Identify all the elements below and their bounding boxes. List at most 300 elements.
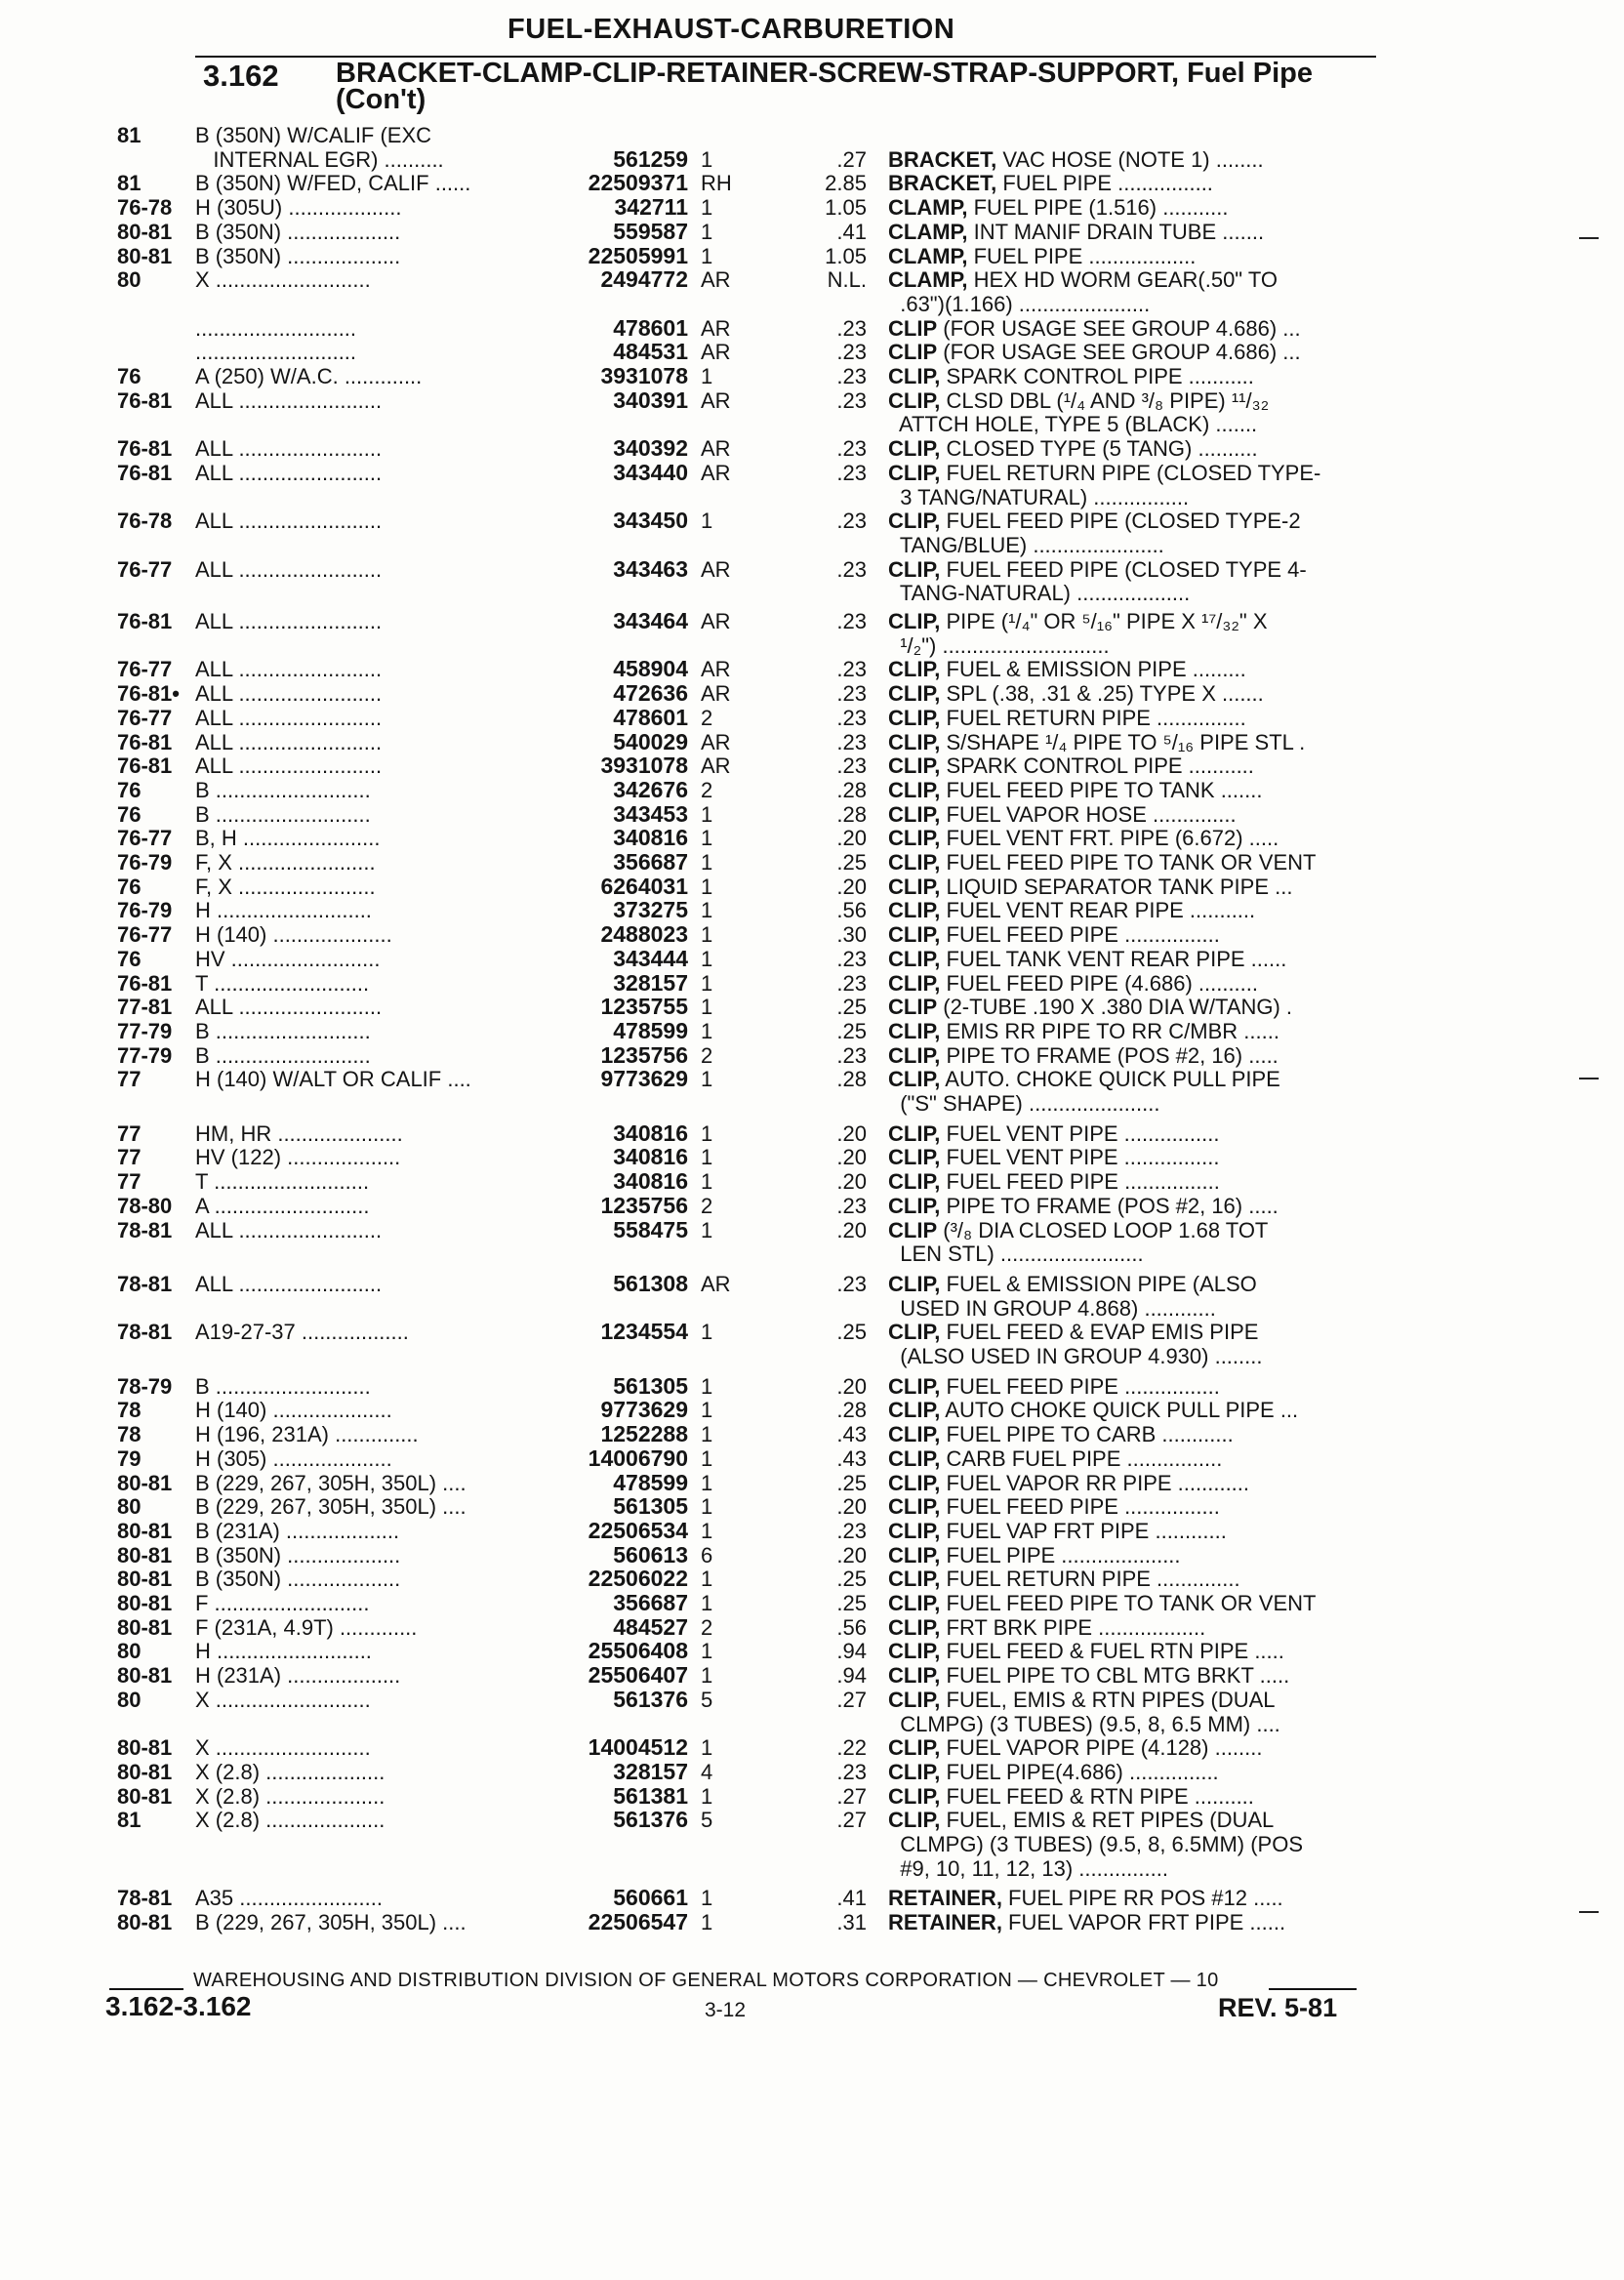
quantity-cell: AR xyxy=(701,1271,731,1296)
year-cell: 77 xyxy=(117,1067,142,1092)
description-cell xyxy=(888,1296,1376,1321)
part-name: CLIP, xyxy=(888,826,941,851)
part-description: FUEL PIPE(4.686) ............... xyxy=(940,1759,1219,1784)
year-cell: 76 xyxy=(117,777,142,802)
part-name: BRACKET, xyxy=(888,171,997,196)
part-description: SPARK CONTROL PIPE ........... xyxy=(940,753,1254,779)
description-cell xyxy=(888,1519,1376,1543)
part-name: CLIP, xyxy=(888,1783,941,1809)
year-cell: 80-81 xyxy=(117,1591,173,1615)
group-cell: .27 xyxy=(836,146,867,172)
year-cell: 81 xyxy=(117,123,142,147)
part-number-cell: 343453 xyxy=(613,800,688,827)
part-number-cell: 561259 xyxy=(613,145,688,172)
part-name: CLIP, xyxy=(888,970,941,996)
description-cell xyxy=(888,633,1376,658)
part-description: 3 TANG/NATURAL) ................ xyxy=(888,484,1190,509)
model-cell: H (305) .................... xyxy=(195,1445,392,1471)
part-name: CLIP, xyxy=(888,509,941,534)
description-cell xyxy=(888,1688,1376,1712)
model-cell: B (229, 267, 305H, 350L) .... xyxy=(195,1910,467,1935)
part-description: FUEL PIPE .................... xyxy=(940,1542,1181,1568)
part-number-cell: 561376 xyxy=(613,1807,688,1833)
description-cell xyxy=(888,1856,1376,1881)
part-name: CLIP, xyxy=(888,1320,941,1345)
description-cell xyxy=(888,1145,1376,1169)
part-name: CLAMP, xyxy=(888,195,968,221)
description-cell xyxy=(888,1218,1376,1242)
part-description: FUEL & EMISSION PIPE (ALSO xyxy=(940,1271,1257,1296)
part-name: CLIP, xyxy=(888,850,941,875)
footer-rule-right xyxy=(1269,1988,1357,1990)
part-description: FUEL FEED PIPE TO TANK OR VENT xyxy=(940,850,1317,875)
part-number-cell: 22505991 xyxy=(588,242,688,268)
quantity-cell: AR xyxy=(701,387,731,413)
year-cell: 76-81 xyxy=(117,970,173,996)
part-description: FUEL RETURN PIPE .............. xyxy=(940,1567,1240,1592)
year-cell: 76-81 xyxy=(117,460,173,485)
description-cell xyxy=(888,340,1376,364)
group-cell: .94 xyxy=(836,1663,867,1689)
quantity-cell: 1 xyxy=(701,1886,713,1911)
part-description: FUEL RETURN PIPE ............... xyxy=(940,705,1246,730)
part-name: BRACKET, xyxy=(888,146,997,172)
model-cell: H (140) W/ALT OR CALIF .... xyxy=(195,1067,471,1092)
part-name: CLIP, xyxy=(888,1470,941,1495)
part-description: FUEL FEED PIPE ................ xyxy=(940,922,1220,948)
part-number-cell: 478599 xyxy=(613,1469,688,1495)
part-name: CLIP, xyxy=(888,1271,941,1296)
year-cell: 80-81 xyxy=(117,1910,173,1935)
description-cell xyxy=(888,1543,1376,1568)
group-cell: 1.05 xyxy=(825,195,867,221)
quantity-cell: 1 xyxy=(701,1663,713,1689)
model-cell: B (350N) W/FED, CALIF ...... xyxy=(195,171,471,196)
part-name: CLIP xyxy=(888,1217,938,1242)
part-number-cell: 561308 xyxy=(613,1270,688,1296)
year-cell: 76-77 xyxy=(117,556,173,582)
description-cell xyxy=(888,436,1376,461)
description-cell xyxy=(888,1567,1376,1591)
quantity-cell: AR xyxy=(701,657,731,682)
description-cell xyxy=(888,1735,1376,1760)
group-cell: .43 xyxy=(836,1422,867,1447)
part-description: EMIS RR PIPE TO RR C/MBR ...... xyxy=(940,1018,1279,1043)
description-cell xyxy=(888,753,1376,778)
quantity-cell: 1 xyxy=(701,970,713,996)
year-cell: 78-79 xyxy=(117,1373,173,1399)
part-name: CLIP, xyxy=(888,1663,941,1689)
group-cell: .23 xyxy=(836,705,867,730)
model-cell: X .......................... xyxy=(195,1687,371,1712)
part-name: CLIP, xyxy=(888,1759,941,1784)
group-cell: .25 xyxy=(836,1320,867,1345)
quantity-cell: 1 xyxy=(701,1470,713,1495)
year-cell: 76-77 xyxy=(117,922,173,948)
year-cell: 76-81 xyxy=(117,729,173,754)
quantity-cell: 1 xyxy=(701,922,713,948)
model-cell: B .......................... xyxy=(195,1018,371,1043)
part-name: CLIP xyxy=(888,315,938,341)
part-number-cell: 9773629 xyxy=(600,1066,688,1092)
description-cell xyxy=(888,1121,1376,1146)
quantity-cell: 1 xyxy=(701,1145,713,1170)
group-cell: .28 xyxy=(836,801,867,827)
model-cell: A (250) W/A.C. ............. xyxy=(195,364,423,388)
part-description: FUEL PIPE (1.516) ........... xyxy=(967,195,1229,221)
quantity-cell: 1 xyxy=(701,1910,713,1935)
part-name: CLIP, xyxy=(888,1639,941,1664)
part-name: CLAMP, xyxy=(888,267,968,293)
model-cell: X (2.8) .................... xyxy=(195,1759,386,1784)
group-cell: .27 xyxy=(836,1783,867,1809)
part-name: CLIP, xyxy=(888,1145,941,1170)
part-number-cell: 340816 xyxy=(613,1168,688,1195)
margin-tick-mark xyxy=(1579,237,1599,239)
part-number-cell: 484531 xyxy=(613,339,688,365)
quantity-cell: AR xyxy=(701,436,731,462)
model-cell: H (231A) ................... xyxy=(195,1663,401,1689)
part-description: FUEL VAPOR HOSE .............. xyxy=(940,801,1237,827)
part-name: CLIP, xyxy=(888,729,941,754)
part-number-cell: 561305 xyxy=(613,1493,688,1520)
part-description: (FOR USAGE SEE GROUP 4.686) ... xyxy=(937,315,1301,341)
part-description: PIPE (¹/₄" OR ⁵/₁₆" PIPE X ¹⁷/₃₂" X xyxy=(940,609,1268,633)
part-number-cell: 328157 xyxy=(613,969,688,996)
year-cell: 80-81 xyxy=(117,1783,173,1809)
description-cell xyxy=(888,802,1376,827)
quantity-cell: 2 xyxy=(701,1193,713,1218)
model-cell: ALL ........................ xyxy=(195,1217,383,1242)
quantity-cell: 1 xyxy=(701,995,713,1020)
part-description: FUEL FEED & EVAP EMIS PIPE xyxy=(940,1320,1259,1345)
part-name: CLIP, xyxy=(888,609,941,633)
year-cell: 78-81 xyxy=(117,1886,173,1911)
part-description: FUEL FEED PIPE ................ xyxy=(940,1494,1220,1520)
part-description: CARB FUEL PIPE ................ xyxy=(940,1445,1223,1471)
model-cell: H (140) .................... xyxy=(195,922,392,948)
group-cell: .23 xyxy=(836,1271,867,1296)
part-description: FUEL VAP FRT PIPE ............ xyxy=(940,1518,1227,1543)
part-number-cell: 343450 xyxy=(613,508,688,534)
quantity-cell: 1 xyxy=(701,1398,713,1423)
description-cell xyxy=(888,292,1376,316)
part-description: FUEL FEED PIPE TO TANK ....... xyxy=(940,777,1263,802)
model-cell: B (350N) ................... xyxy=(195,1567,401,1592)
quantity-cell: AR xyxy=(701,340,731,365)
part-number-cell: 478599 xyxy=(613,1017,688,1043)
model-cell: H (140) .................... xyxy=(195,1398,392,1423)
part-name: CLIP, xyxy=(888,460,941,485)
group-cell: .23 xyxy=(836,681,867,707)
part-description: VAC HOSE (NOTE 1) ........ xyxy=(996,146,1264,172)
year-cell: 76-77 xyxy=(117,657,173,682)
year-cell: 76-79 xyxy=(117,850,173,875)
description-cell xyxy=(888,1194,1376,1218)
group-cell: .23 xyxy=(836,970,867,996)
part-description: (³/₈ DIA CLOSED LOOP 1.68 TOT xyxy=(937,1217,1269,1242)
part-name: CLIP, xyxy=(888,1193,941,1218)
part-number-cell: 14006790 xyxy=(588,1445,688,1471)
part-name: CLIP, xyxy=(888,1373,941,1399)
model-cell: H (305U) ................... xyxy=(195,195,402,221)
description-cell xyxy=(888,461,1376,485)
model-cell: H (196, 231A) .............. xyxy=(195,1422,419,1447)
part-name: CLAMP, xyxy=(888,219,968,244)
year-cell: 76-77 xyxy=(117,705,173,730)
part-number-cell: 22506547 xyxy=(588,1909,688,1935)
part-number-cell: 6264031 xyxy=(600,873,688,899)
part-description: FUEL FEED PIPE (4.686) .......... xyxy=(940,970,1259,996)
part-name: RETAINER, xyxy=(888,1886,1002,1911)
model-cell: X (2.8) .................... xyxy=(195,1808,386,1833)
quantity-cell: 1 xyxy=(701,1320,713,1345)
quantity-cell: 1 xyxy=(701,850,713,875)
group-cell: .23 xyxy=(836,1193,867,1218)
description-cell xyxy=(888,995,1376,1019)
year-cell: 81 xyxy=(117,171,142,196)
part-number-cell: 340816 xyxy=(613,1144,688,1170)
model-cell: F, X ....................... xyxy=(195,874,376,899)
group-cell: .23 xyxy=(836,387,867,413)
year-cell: 77 xyxy=(117,1120,142,1146)
group-cell: .94 xyxy=(836,1639,867,1664)
year-cell: 80-81 xyxy=(117,243,173,268)
part-name: CLIP, xyxy=(888,946,941,971)
year-cell: 76-78 xyxy=(117,509,173,534)
group-cell: .56 xyxy=(836,898,867,923)
description-cell xyxy=(888,1832,1376,1856)
year-cell: 80 xyxy=(117,1639,142,1664)
group-cell: .41 xyxy=(836,219,867,244)
part-description: .63")(1.166) ...................... xyxy=(888,291,1151,316)
part-number-cell: 9773629 xyxy=(600,1397,688,1423)
group-cell: .23 xyxy=(836,340,867,365)
part-number-cell: 560661 xyxy=(613,1885,688,1911)
part-number-cell: 343464 xyxy=(613,608,688,633)
group-cell: .23 xyxy=(836,436,867,462)
description-cell xyxy=(888,1784,1376,1809)
description-cell xyxy=(888,1067,1376,1091)
footer-revision: REV. 5-81 xyxy=(1218,1993,1338,2022)
year-cell: 76-81 xyxy=(117,387,173,413)
year-cell: 76-78 xyxy=(117,195,173,221)
part-name: CLIP, xyxy=(888,1042,941,1068)
year-cell: 80 xyxy=(117,267,142,293)
footer-section-range: 3.162-3.162 xyxy=(105,1991,252,2021)
group-cell: .20 xyxy=(836,1217,867,1242)
part-name: CLIP, xyxy=(888,874,941,899)
description-cell xyxy=(888,947,1376,971)
group-cell: .23 xyxy=(836,753,867,779)
model-cell: ALL ........................ xyxy=(195,729,383,754)
group-cell: .43 xyxy=(836,1445,867,1471)
page-header-title: FUEL-EXHAUST-CARBURETION xyxy=(508,14,955,45)
part-number-cell: 356687 xyxy=(613,849,688,875)
model-cell: X .......................... xyxy=(195,267,371,293)
group-cell: .30 xyxy=(836,922,867,948)
part-name: CLIP, xyxy=(888,1591,941,1615)
description-cell xyxy=(888,1344,1376,1368)
description-cell xyxy=(888,220,1376,244)
model-cell: ALL ........................ xyxy=(195,753,383,779)
quantity-cell: 1 xyxy=(701,1518,713,1543)
footer-page-number: 3-12 xyxy=(705,1999,747,2021)
part-name: CLIP, xyxy=(888,1494,941,1520)
quantity-cell: 1 xyxy=(701,1018,713,1043)
year-cell: 80-81 xyxy=(117,1759,173,1784)
year-cell: 80-81 xyxy=(117,1518,173,1543)
quantity-cell: 1 xyxy=(701,946,713,971)
model-cell: H .......................... xyxy=(195,1639,372,1664)
quantity-cell: AR xyxy=(701,609,731,633)
part-name: CLIP, xyxy=(888,777,941,802)
year-cell: 79 xyxy=(117,1445,142,1471)
part-name: CLIP, xyxy=(888,1169,941,1195)
part-name: CLIP, xyxy=(888,1120,941,1146)
description-cell xyxy=(888,316,1376,341)
part-description: CLMPG) (3 TUBES) (9.5, 8, 6.5MM) (POS xyxy=(888,1832,1304,1856)
model-cell: ALL ........................ xyxy=(195,436,383,462)
part-name: CLIP, xyxy=(888,1542,941,1568)
year-cell: 80-81 xyxy=(117,1614,173,1640)
description-cell xyxy=(888,364,1376,388)
part-description: ¹/₂") ............................ xyxy=(888,632,1110,658)
part-number-cell: 559587 xyxy=(613,218,688,244)
model-cell: B (350N) ................... xyxy=(195,1542,401,1568)
part-description: SPARK CONTROL PIPE ........... xyxy=(940,364,1254,388)
group-cell: .23 xyxy=(836,946,867,971)
part-number-cell: 328157 xyxy=(613,1758,688,1784)
model-cell: B (350N) W/CALIF (EXC xyxy=(195,123,432,147)
part-number-cell: 561376 xyxy=(613,1686,688,1712)
part-name: CLIP xyxy=(888,340,938,365)
quantity-cell: 5 xyxy=(701,1808,713,1833)
description-cell xyxy=(888,267,1376,292)
model-cell: HV ......................... xyxy=(195,946,381,971)
description-cell xyxy=(888,875,1376,899)
year-cell: 78-81 xyxy=(117,1217,173,1242)
group-cell: 2.85 xyxy=(825,171,867,196)
quantity-cell: 1 xyxy=(701,1373,713,1399)
part-description: FUEL FEED PIPE (CLOSED TYPE 4- xyxy=(940,556,1307,582)
part-name: CLIP, xyxy=(888,387,941,413)
part-description: FUEL RETURN PIPE (CLOSED TYPE- xyxy=(940,460,1321,485)
part-description: FUEL PIPE TO CARB ............ xyxy=(940,1422,1234,1447)
model-cell: B .......................... xyxy=(195,1373,371,1399)
model-cell: ALL ........................ xyxy=(195,1271,383,1296)
part-description: USED IN GROUP 4.868) ............ xyxy=(888,1295,1216,1321)
part-description: (2-TUBE .190 X .380 DIA W/TANG) . xyxy=(937,995,1293,1020)
model-cell: ALL ........................ xyxy=(195,681,383,707)
part-number-cell: 340816 xyxy=(613,825,688,851)
part-number-cell: 342711 xyxy=(614,194,688,221)
quantity-cell: 2 xyxy=(701,1614,713,1640)
quantity-cell: 1 xyxy=(701,801,713,827)
quantity-cell: 1 xyxy=(701,1422,713,1447)
part-description: FUEL VENT PIPE ................ xyxy=(940,1120,1220,1146)
year-cell: 80-81 xyxy=(117,219,173,244)
part-name: CLIP, xyxy=(888,1398,941,1423)
description-cell xyxy=(888,557,1376,582)
year-cell: 76 xyxy=(117,801,142,827)
group-cell: .20 xyxy=(836,1120,867,1146)
year-cell: 77-81 xyxy=(117,995,173,1020)
quantity-cell: 1 xyxy=(701,1735,713,1761)
group-cell: .20 xyxy=(836,1542,867,1568)
model-cell: F .......................... xyxy=(195,1591,370,1615)
description-cell xyxy=(888,706,1376,730)
description-cell xyxy=(888,1591,1376,1615)
description-cell xyxy=(888,1272,1376,1296)
part-number-cell: 25506407 xyxy=(588,1662,688,1689)
part-name: CLAMP, xyxy=(888,243,968,268)
part-number-cell: 472636 xyxy=(613,680,688,707)
description-cell xyxy=(888,1760,1376,1784)
quantity-cell: 1 xyxy=(701,243,713,268)
description-cell xyxy=(888,1091,1376,1116)
part-description: FUEL FEED PIPE TO TANK OR VENT xyxy=(940,1591,1317,1615)
part-name: CLIP, xyxy=(888,705,941,730)
year-cell: 76 xyxy=(117,364,142,388)
part-description: FUEL, EMIS & RTN PIPES (DUAL xyxy=(940,1687,1276,1712)
group-cell: .41 xyxy=(836,1886,867,1911)
part-number-cell: 540029 xyxy=(613,728,688,754)
description-cell xyxy=(888,850,1376,875)
part-description: ("S" SHAPE) ...................... xyxy=(888,1091,1160,1116)
part-description: INT MANIF DRAIN TUBE ....... xyxy=(967,219,1265,244)
year-cell: 78 xyxy=(117,1398,142,1423)
part-number-cell: 343440 xyxy=(613,459,688,485)
part-name: CLIP, xyxy=(888,657,941,682)
year-cell: 76-81 xyxy=(117,436,173,462)
model-cell: A19-27-37 .................. xyxy=(195,1320,409,1345)
year-cell: 77-79 xyxy=(117,1018,173,1043)
quantity-cell: 1 xyxy=(701,1217,713,1242)
part-number-cell: 478601 xyxy=(613,704,688,730)
group-cell: .31 xyxy=(836,1910,867,1935)
year-cell: 78-81 xyxy=(117,1320,173,1345)
description-cell xyxy=(888,971,1376,996)
group-cell: N.L. xyxy=(827,267,867,293)
quantity-cell: 2 xyxy=(701,705,713,730)
part-number-cell: 1235756 xyxy=(600,1192,688,1218)
description-cell xyxy=(888,533,1376,557)
part-description: FUEL & EMISSION PIPE ......... xyxy=(940,657,1246,682)
quantity-cell: 6 xyxy=(701,1542,713,1568)
part-name: CLIP, xyxy=(888,1518,941,1543)
part-number-cell: 356687 xyxy=(613,1590,688,1615)
description-cell xyxy=(888,509,1376,533)
part-description: FUEL VAPOR PIPE (4.128) ........ xyxy=(940,1735,1263,1761)
model-cell: HM, HR ..................... xyxy=(195,1120,403,1146)
model-cell: X .......................... xyxy=(195,1735,371,1761)
description-cell xyxy=(888,609,1376,633)
part-description: LEN STL) ........................ xyxy=(888,1242,1144,1267)
description-cell xyxy=(888,898,1376,922)
description-cell xyxy=(888,1242,1376,1266)
margin-tick-mark xyxy=(1579,1911,1599,1913)
model-cell: ........................... xyxy=(195,340,357,365)
year-cell: 77-79 xyxy=(117,1042,173,1068)
year-cell: 80 xyxy=(117,1494,142,1520)
group-cell: .23 xyxy=(836,556,867,582)
quantity-cell: AR xyxy=(701,729,731,754)
model-cell: B (350N) ................... xyxy=(195,219,401,244)
model-cell: ALL ........................ xyxy=(195,556,383,582)
part-name: CLIP, xyxy=(888,1445,941,1471)
part-description: FUEL TANK VENT REAR PIPE ...... xyxy=(940,946,1287,971)
